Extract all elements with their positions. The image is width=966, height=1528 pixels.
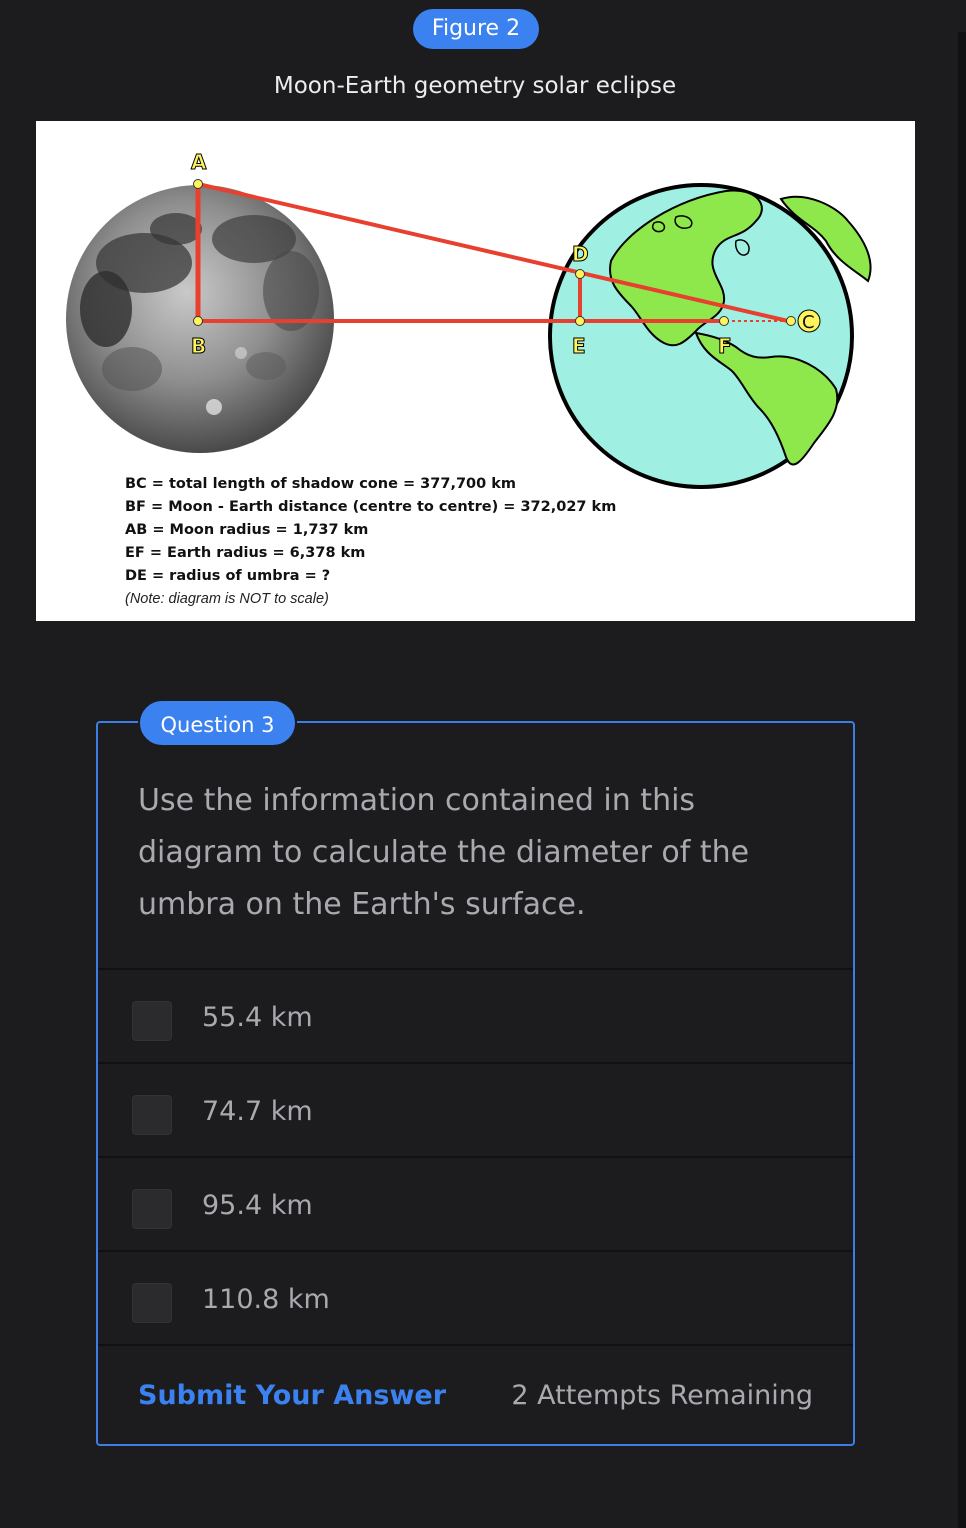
option-label: 55.4 km	[202, 1002, 313, 1033]
figure-diagram	[36, 121, 915, 621]
option-checkbox[interactable]	[132, 1095, 172, 1135]
option-checkbox[interactable]	[132, 1001, 172, 1041]
legend-line-bc: BC = total length of shadow cone = 377,700 km	[125, 476, 517, 492]
attempts-remaining: 2 Attempts Remaining	[511, 1380, 813, 1411]
answer-option-3[interactable]	[98, 1156, 853, 1250]
answer-option-4[interactable]	[98, 1250, 853, 1344]
legend-line-ab: AB = Moon radius = 1,737 km	[125, 522, 369, 538]
legend-note: (Note: diagram is NOT to scale)	[125, 591, 329, 607]
option-label: 110.8 km	[202, 1284, 330, 1315]
point-label-a: A	[191, 150, 207, 174]
point-label-c: C	[802, 312, 815, 333]
question-footer	[98, 1344, 853, 1444]
option-label: 95.4 km	[202, 1190, 313, 1221]
legend-line-de: DE = radius of umbra = ?	[125, 568, 331, 584]
option-checkbox[interactable]	[132, 1189, 172, 1229]
question-badge: Question 3	[138, 699, 297, 747]
figure-badge: Figure 2	[413, 9, 539, 49]
option-label: 74.7 km	[202, 1096, 313, 1127]
window-edge	[958, 0, 966, 1528]
window-edge-top	[958, 0, 966, 32]
question-card	[96, 721, 855, 1446]
answer-option-2[interactable]	[98, 1062, 853, 1156]
earth-image	[550, 185, 871, 487]
figure-legend	[125, 473, 745, 610]
point-label-d: D	[572, 242, 589, 266]
submit-answer-button[interactable]: Submit Your Answer	[138, 1380, 447, 1411]
question-text: Use the information contained in this diagram to calculate the diameter of the umbra on the Earth's surface.	[138, 783, 750, 922]
point-label-f: F	[718, 334, 732, 358]
point-label-b: B	[191, 334, 207, 358]
answer-option-1[interactable]	[98, 968, 853, 1062]
legend-line-bf: BF = Moon - Earth distance (centre to centre) = 372,027 km	[125, 499, 617, 515]
figure-caption: Moon-Earth geometry solar eclipse	[273, 73, 677, 99]
point-label-e: E	[572, 334, 586, 358]
option-checkbox[interactable]	[132, 1283, 172, 1323]
legend-line-ef: EF = Earth radius = 6,378 km	[125, 545, 366, 561]
